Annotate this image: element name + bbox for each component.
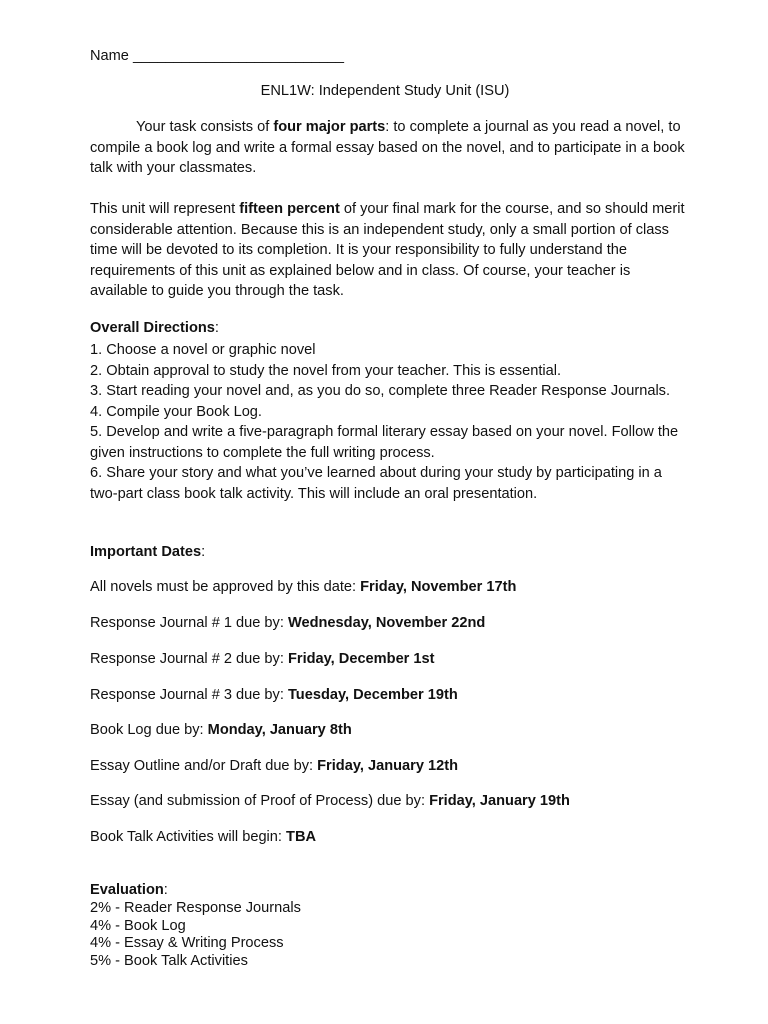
date-row [90, 827, 316, 847]
date-label: All novels must be approved by this date: [90, 579, 361, 595]
intro-bold: four major parts [273, 119, 386, 135]
evaluation-item: 2% - Reader Response Journals [90, 900, 301, 916]
date-value: Friday, December 1st [287, 651, 435, 667]
date-label: Response Journal # 2 due by: [90, 651, 288, 667]
date-label: Book Log due by: [90, 722, 208, 738]
evaluation-item: 4% - Book Log [90, 917, 186, 934]
date-label: Essay Outline and/or Draft due by: [90, 758, 318, 774]
evaluation-heading: Evaluation [90, 882, 164, 898]
evaluation-list [90, 900, 690, 970]
name-line [90, 46, 344, 66]
dates-heading: Important Dates [90, 544, 202, 560]
date-row [90, 577, 516, 597]
name-blank: __________________________ [133, 48, 345, 64]
intro-paragraph [90, 117, 690, 179]
date-label: Response Journal # 1 due by: [90, 615, 288, 631]
date-row [90, 685, 458, 705]
direction-item: 4. Compile your Book Log. [90, 403, 262, 420]
evaluation-item: 5% - Book Talk Activities [90, 952, 248, 969]
evaluation-colon: : [163, 882, 168, 898]
evaluation-item: 4% - Essay & Writing Process [90, 935, 284, 951]
direction-item: 1. Choose a novel or graphic novel [90, 342, 316, 358]
date-label: Book Talk Activities will begin: [90, 829, 287, 845]
directions-colon: : [214, 320, 219, 336]
directions-list [90, 340, 690, 504]
date-value: Friday, January 12th [317, 758, 458, 774]
date-label: Response Journal # 3 due by: [90, 687, 288, 703]
direction-item: 5. Develop and write a five-paragraph formal literary essay based on your novel. Follow the given instructions to complete the full writing process. [90, 424, 679, 461]
weight-text-1: This unit will represent [90, 201, 240, 217]
date-row [90, 791, 570, 811]
date-row [90, 613, 485, 633]
date-row [90, 756, 458, 776]
date-value: Monday, January 8th [207, 722, 352, 738]
date-row [90, 720, 352, 740]
date-label: Essay (and submission of Proof of Process) due by: [90, 793, 430, 809]
date-value: Wednesday, November 22nd [287, 615, 486, 631]
weight-text-2: of your final mark for the course, and so should merit considerable attention. Because this is an independent study, only a small portion of class time will be devoted to its completion. It is your responsibility to fully understand the requirements of this unit as explained below and in class. Of course, your teacher is available to guide you through the task. [90, 201, 685, 299]
dates-heading-line [90, 542, 205, 562]
direction-item: 2. Obtain approval to study the novel from your teacher. This is essential. [90, 362, 562, 379]
date-value: TBA [286, 829, 317, 845]
name-label: Name [90, 48, 129, 64]
date-value: Tuesday, December 19th [287, 687, 458, 703]
intro-text-2: : to complete a journal as you read a novel, to compile a book log and write a formal essay based on the novel, and to participate in a book talk with your classmates. [90, 119, 685, 176]
direction-item: 3. Start reading your novel and, as you do so, complete three Reader Response Journals. [90, 383, 671, 399]
document-title: ENL1W: Independent Study Unit (ISU) [260, 83, 510, 99]
dates-colon: : [201, 544, 206, 560]
evaluation-heading-line [90, 880, 168, 900]
intro-text-1: Your task consists of [136, 119, 274, 135]
directions-heading: Overall Directions [90, 320, 215, 336]
weight-paragraph [90, 199, 690, 302]
date-value: Friday, November 17th [360, 579, 517, 595]
weight-bold: fifteen percent [239, 201, 340, 217]
date-value: Friday, January 19th [429, 793, 570, 809]
directions-heading-line [90, 318, 219, 338]
direction-item: 6. Share your story and what you’ve learned about during your study by participating in a two-part class book talk activity. This will include an oral presentation. [90, 465, 662, 502]
date-row [90, 649, 435, 669]
